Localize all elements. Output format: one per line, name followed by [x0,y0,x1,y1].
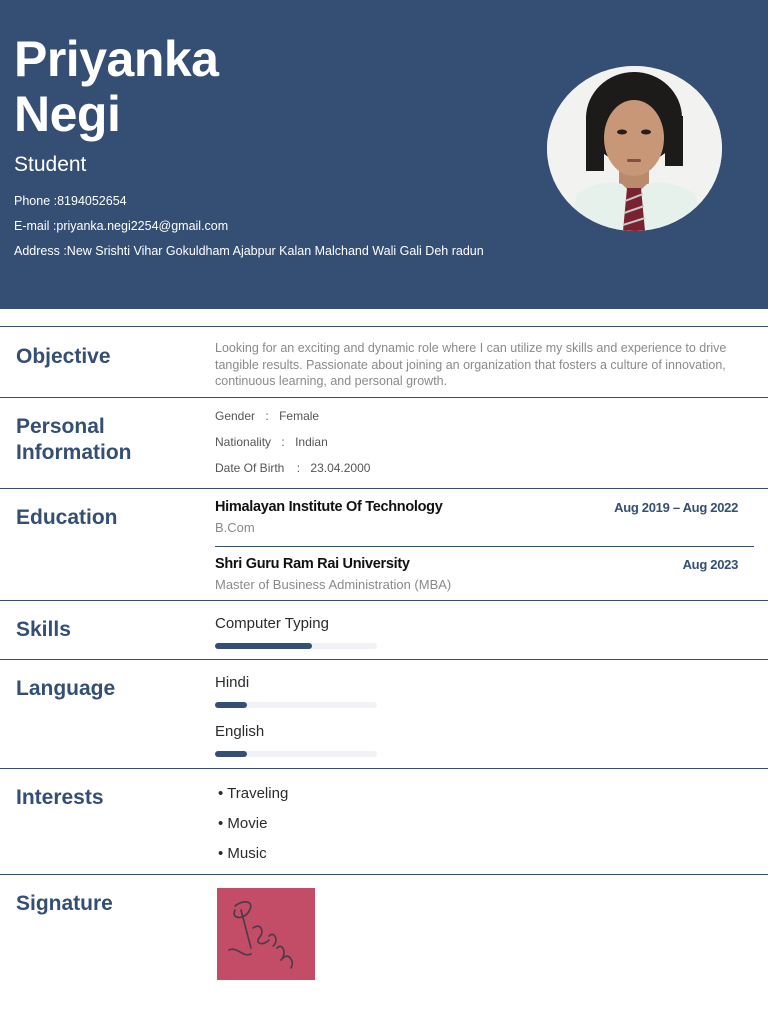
nationality-row [215,435,328,449]
address-text: Address :New Srishti Vihar Gokuldham Ajabpur Kalan Malchand Wali Gali Deh radun [14,244,484,258]
last-name: Negi [14,86,121,142]
separator: : [281,435,285,449]
objective-text: Looking for an exciting and dynamic role where I can utilize my skills and experience to drive tangible results. Passionate about joining an organization that fosters a culture of innovation, continuous learning, and personal growth. [215,341,727,388]
language-level-fill [215,751,247,757]
language-name: English [215,723,265,740]
interest-item: • Movie [218,815,268,832]
education-dates: Aug 2019 – Aug 2022 [614,500,738,515]
nationality-value: Indian [295,435,328,449]
skill-level-fill [215,643,312,649]
personal-info-heading-line1: Personal [16,415,105,438]
language-heading: Language [16,677,116,700]
section-divider [0,600,768,601]
signature-heading: Signature [16,892,113,915]
language-level-fill [215,702,247,708]
education-degree: B.Com [215,520,255,535]
profile-photo [547,66,722,231]
job-title: Student [14,153,87,176]
education-institution: Himalayan Institute Of Technology [215,499,443,515]
gender-row [215,409,319,423]
section-divider [0,397,768,398]
dob-value: 23.04.2000 [310,461,371,475]
objective-heading: Objective [16,345,111,368]
separator: : [265,409,269,423]
separator: : [296,461,301,475]
nationality-label: Nationality [215,435,272,449]
skills-heading: Skills [16,618,71,641]
gender-label: Gender [215,409,256,423]
skill-level-bar [215,643,377,649]
resume-header [0,0,768,309]
section-divider [0,326,768,327]
section-divider [0,874,768,875]
section-divider [0,488,768,489]
skill-name: Computer Typing [215,615,329,632]
dob-label: Date Of Birth [215,461,285,475]
section-divider [0,659,768,660]
education-dates: Aug 2023 [682,557,738,572]
interest-item: • Music [218,845,267,862]
language-name: Hindi [215,674,250,691]
dob-row [215,461,370,475]
education-degree: Master of Business Administration (MBA) [215,577,452,592]
language-level-bar [215,702,377,708]
education-institution: Shri Guru Ram Rai University [215,556,410,572]
interests-heading: Interests [16,786,104,809]
first-name: Priyanka [14,31,219,87]
phone-text: Phone :8194052654 [14,194,127,208]
language-level-bar [215,751,377,757]
interest-item: • Traveling [218,785,289,802]
education-heading: Education [16,506,118,529]
education-divider [215,546,754,547]
email-text: E-mail :priyanka.negi2254@gmail.com [14,219,229,233]
personal-info-heading-line2: Information [16,441,132,464]
section-divider [0,768,768,769]
signature-image [217,888,315,980]
gender-value: Female [279,409,320,423]
